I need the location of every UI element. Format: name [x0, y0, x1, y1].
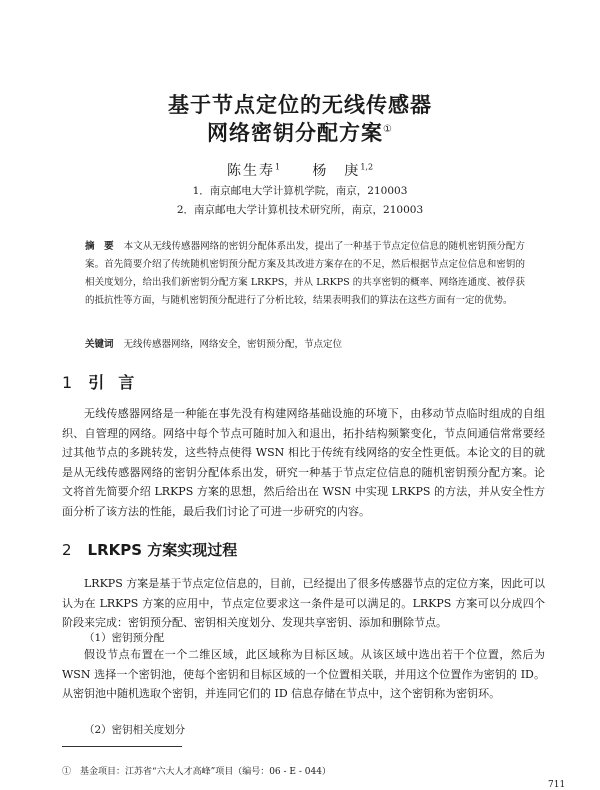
- section-heading-1: [62, 370, 148, 393]
- paper-title-text: 网络密钥分配方案: [207, 121, 384, 145]
- abstract-label: 摘 要: [85, 241, 114, 252]
- author-name: 杨 庚: [312, 163, 361, 179]
- key-predistribution-paragraph: 假设节点布置在一个二维区域，此区域称为目标区域。从该区域中选出若干个位置，然后为 WSN 选择一个密钥池，使每个密钥和目标区域的一个位置相关联，并用这个位置作为密钥的 ID。从密钥池中随机选取个密钥，并连同它们的 ID 信息存储在节点中，这个密钥称为密钥环。: [62, 648, 545, 700]
- keywords-label: 关键词: [85, 339, 114, 350]
- section-title: 引言: [88, 373, 149, 392]
- paper-title-line1: 基于节点定位的无线传感器: [168, 93, 432, 117]
- section-title: LRKPS 方案实现过程: [87, 541, 238, 559]
- funding-footnote: ① 基金项目：江苏省“六大人才高峰”项目（编号：06 - E - 044）: [62, 767, 331, 777]
- intro-paragraph: 无线传感器网络是一种能在事先没有构建网络基础设施的环境下，由移动节点临时组成的自组织、自管理的网络。网络中每个节点可随时加入和退出，拓扑结构频繁变化，节点间通信常常要经过其他节点的多跳转发，这些特点使得 WSN 相比于传统有线网络的安全性更低。本论文的目的就是从无线传感器网络的密钥分配体系出发，研究一种基于节点定位信息的随机密钥预分配方案。论文将首先简要介绍 LRKPS 方案的思想，然后给出在 WSN 中实现 LRKPS 的方法，并从安全性方面分析了该方法的性能，最后我们讨论了可进一步研究的内容。: [62, 407, 545, 518]
- author-affiliation-mark: 1: [274, 162, 281, 172]
- footnote-divider: [62, 746, 182, 747]
- page-number: 711: [548, 780, 566, 790]
- keywords-text: 无线传感器网络，网络安全，密钥预分配，节点定位: [123, 339, 343, 350]
- author-affiliation-mark: 1,2: [360, 162, 374, 172]
- section-number: 1: [62, 373, 73, 392]
- affiliation-2: 2．南京邮电大学计算机技术研究所，南京，210003: [176, 204, 424, 216]
- section-heading-2: [62, 539, 237, 560]
- keywords: [85, 338, 525, 352]
- title-footnote-mark: ①: [383, 124, 393, 135]
- paper-title-line2: [0, 117, 600, 146]
- abstract: [85, 238, 525, 310]
- author-list: [0, 160, 600, 180]
- author-name: 陈生寿: [226, 163, 275, 179]
- abstract-text: 本文从无线传感器网络的密钥分配体系出发，提出了一种基于节点定位信息的随机密钥预分配方案。首先简要介绍了传统随机密钥预分配方案及其改进方案存在的不足，然后根据节点定位信息和密钥的相关度划分，给出我们新密钥分配方案 LRKPS，并从 LRKPS 的共享密钥的概率、网络连通度、被俘获的抵抗性等方面，与随机密钥预分配进行了分析比较，结果表明我们的算法在这些方面有一定的优势。: [85, 241, 525, 306]
- affiliation-1: 1．南京邮电大学计算机学院，南京，210003: [192, 185, 408, 197]
- subsection-heading-key-correlation: （2）密钥相关度划分: [84, 724, 186, 736]
- section-number: 2: [62, 541, 72, 559]
- section2-paragraph: LRKPS 方案是基于节点定位信息的，目前，已经提出了很多传感器节点的定位方案，因此可以认为在 LRKPS 方案的应用中，节点定位要求这一条件是可以满足的。LRKPS 方案可以分成四个阶段来完成：密钥预分配、密钥相关度划分、发现共享密钥、添加和删除节点。: [62, 577, 545, 629]
- subsection-heading-key-predistribution: （1）密钥预分配: [84, 632, 165, 644]
